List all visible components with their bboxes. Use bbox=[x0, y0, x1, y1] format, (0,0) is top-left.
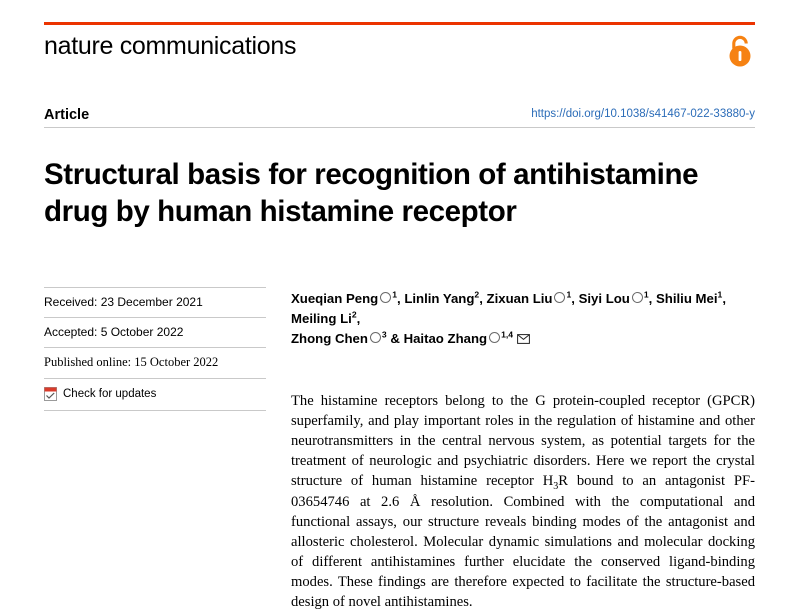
orcid-icon[interactable] bbox=[380, 292, 391, 303]
affiliation-superscript: 2 bbox=[474, 290, 480, 300]
orcid-icon[interactable] bbox=[370, 332, 381, 343]
article-body bbox=[291, 289, 755, 613]
published-date: Published online: 15 October 2022 bbox=[44, 348, 266, 379]
author-name: Haitao Zhang bbox=[403, 330, 488, 346]
affiliation-superscript: 1 bbox=[717, 290, 723, 300]
article-metadata bbox=[44, 287, 266, 411]
envelope-icon[interactable] bbox=[517, 334, 530, 344]
author-name: Linlin Yang bbox=[404, 291, 475, 307]
affiliation-superscript: 2 bbox=[351, 309, 357, 320]
check-for-updates[interactable] bbox=[44, 379, 266, 411]
header-divider bbox=[44, 127, 755, 128]
accepted-date: Accepted: 5 October 2022 bbox=[44, 318, 266, 348]
check-updates-icon bbox=[44, 387, 57, 401]
author-name: Zixuan Liu bbox=[486, 291, 553, 307]
affiliation-superscript: 1,4 bbox=[501, 329, 514, 340]
affiliation-superscript: 3 bbox=[381, 329, 387, 340]
affiliation-superscript: 1 bbox=[643, 290, 649, 300]
affiliation-superscript: 1 bbox=[392, 290, 397, 300]
author-name: Meiling Li bbox=[291, 311, 352, 327]
brand-rule bbox=[44, 22, 755, 25]
abstract-text: The histamine receptors belong to the G protein-coupled receptor (GPCR) superfamily, and play important roles in the regulation of histamine and other neurotransmitters in the central nervous system, as potential targets for the treatment of neurologic and psychiatric disorders. Here we report the crystal structure of human histamine receptor $H_3R$ bound to an antagonist PF-03654746 at 2.6 Å resolution. Combined with the computational and functional assays, our structure reveals binding modes of the antagonist and allosteric cholesterol. Molecular dynamic simulations and molecular docking of different antihistamines further elucidate the conserved ligand-binding modes. These findings are therefore expected to facilitate the structure-based design of novel antihistamines. bbox=[291, 392, 755, 610]
journal-masthead: nature communications bbox=[44, 32, 297, 60]
author-name: Zhong Chen bbox=[291, 330, 368, 346]
author-name: Xueqian Peng bbox=[291, 291, 379, 307]
doi-link[interactable]: https://doi.org/10.1038/s41467-022-33880-y bbox=[531, 108, 755, 120]
author-name: Shiliu Mei bbox=[655, 291, 718, 307]
orcid-icon[interactable] bbox=[554, 292, 565, 303]
check-for-updates-label: Check for updates bbox=[63, 388, 157, 400]
page-title: Structural basis for recognition of antihistamine drug by human histamine receptor bbox=[44, 157, 699, 228]
orcid-icon[interactable] bbox=[489, 332, 500, 343]
article-type-label: Article bbox=[44, 107, 90, 123]
affiliation-superscript: 1 bbox=[566, 290, 572, 300]
orcid-icon[interactable] bbox=[632, 292, 643, 303]
received-date: Received: 23 December 2021 bbox=[44, 287, 266, 318]
author-list: Xueqian Peng $^1$, Linlin Yang$^2$, Zixuan Liu $^1$, Siyi Lou $^1$, Shiliu Mei$^1$, Meiling Li$^2$, Zhong Chen $^3$ & Haitao Zhang $^{1,4}$ bbox=[291, 290, 726, 346]
author-name: Siyi Lou bbox=[578, 291, 630, 307]
open-access-icon bbox=[725, 34, 755, 68]
